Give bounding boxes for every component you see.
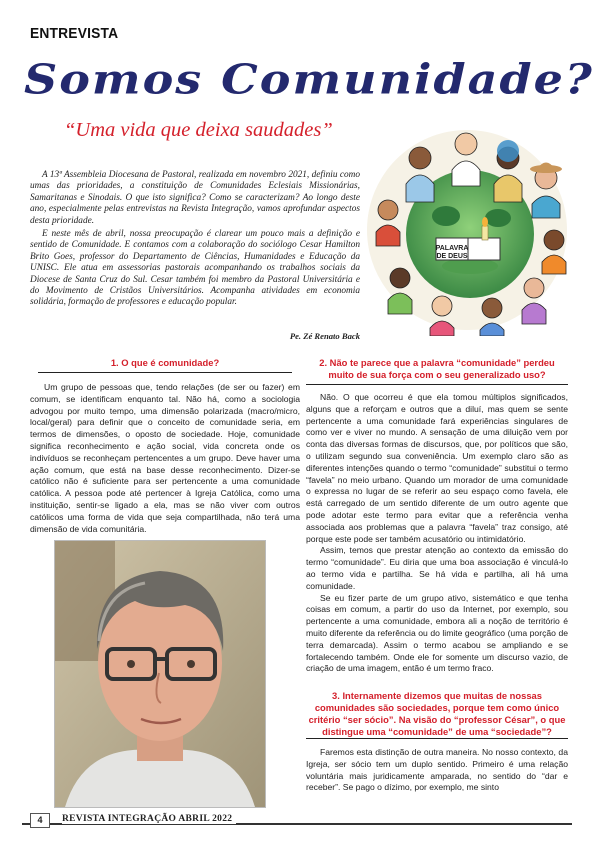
interviewee-photo [54,540,266,808]
byline: Pe. Zé Renato Back [289,331,360,341]
page-number: 4 [30,813,50,828]
intro-text [30,170,360,309]
answer-paragraph: Se eu fizer parte de um grupo ativo, sistemático e que tenha coisas em comum, a partir do uso da Internet, por exemplo, sou pertencente a uma comunidade, embora ali a noção de território é muito diferente da referência ou do limite geográfico (uma porção de terra demarcada). Assim o termo acabou se ampliando e se fortalecendo também. Onde ele for somente um discurso vazio, de criação de uma imagem, então é um termo fraco. [306,592,568,674]
question-1-heading: 1. O que é comunidade? [110,357,220,368]
answer-2 [306,392,568,675]
community-illustration [358,118,576,336]
page-title: Somos Comunidade? [24,54,594,104]
section-label: ENTREVISTA [30,25,119,42]
page-subtitle: “Uma vida que deixa saudades” [64,119,333,141]
answer-3 [306,747,568,794]
community-illustration-drawing [358,118,576,336]
publication-name: REVISTA INTEGRAÇÃO ABRIL 2022 [62,814,236,824]
intro-paragraph: A 13ª Assembleia Diocesana de Pastoral, realizada em novembro 2021, definiu como umas das prioridades, a constituição de Comunidades Eclesiais Missionárias, Samaritanas e Sinodais. O que isto significa? Como se caracterizam? Ao longo deste ano, especialmente pelas entrevistas na Revista Integração, vamos aprofundar aspectos desta prioridade. [30,170,360,226]
answer-paragraph: Faremos esta distinção de outra maneira. No nosso contexto, da Igreja, ser sócio tem um duplo sentido. Primeiro é uma relação voluntária mais juridicamente amparada, no sentido do “dar e receber”. Se pago o dízimo, por exemplo, me sinto [306,747,568,793]
divider [38,372,292,373]
answer-paragraph: Um grupo de pessoas que, tendo relações (de ser ou fazer) em comum, se identificam enquanto tal. Não há, como a sociologia advogou por muito tempo, uma dimensão polarizada (macro/micro, local/geral) para definir que o conceito de comunidade seria, em termos de dimensões, o oposto de sociedade. Hoje, comunidade significa reconhecimento e ação social, vida concreta onde os indivíduos se reconheçam pertencentes a um grupo. Deve haver uma ação comum, que está na base desse reconhecimento. Dizer-se católico não é suficiente para ser pertencente a uma comunidade católica. A pessoa pode até pertencer à Igreja Católica, como uma instituição, sentir-se ligado a ela, mas se não viver com outros católicos uma forma de vida que seja compartilhada, não terá uma dimensão de vida comunitária. [30,382,300,534]
answer-paragraph: Não. O que ocorreu é que ela tomou múltiplos significados, alguns que a reforçam e outros que a diluí, mas quem se sente pertencente a uma comunidade fará experiências singulares de como ver e viver no mundo. A sensação de uma diluição vem por conta das diversas formas de discursos, que, por políticos que são, o utilizam segundo sua conveniência. Um exemplo claro são as diferentes intenções quando o termo “comunidade” substitui o termo “favela” no meio urbano. Quando um morador de uma comunidade o expressa no lugar de se referir ao seu espaço como favela, ele está carregado de um sentido diferente de um outro agente que pode adotar este termo para evitar que a referência venha associada aos problemas que a palavra “favela” traz consigo, até porque este pode ser também acusatório ou intimidatório. [306,392,568,544]
question-3-heading: 3. Internamente dizemos que muitas de nossas comunidades são sociedades, porque tem como único critério “ser sócio”. Na visão do “professor César”, o que distingue uma “comunidade” de uma “sociedade”? [308,690,566,737]
answer-paragraph: Assim, temos que prestar atenção ao contexto da emissão do termo “comunidade”. Eu diria que uma boa associação é vinculá-lo ao termo vida e partilha. Se há vida e partilha, ali há uma comunidade. [306,545,568,591]
book-text-2: DE DEUS [436,253,468,260]
intro-paragraph: E neste mês de abril, nossa preocupação é clarear um pouco mais a definição e sentido de Comunidade. E contamos com a colaboração do sociólogo Cesar Hamilton Brito Goes, professor do Departamento de Ciências, Humanidades e Educação da UNISC. Ele atua em assessorias pastorais acompanhando os trabalhos sociais da Diocese de Santa Cruz do Sul. Cesar também foi membro da Pastoral Universitária e do Movimento de Cristãos Universitários. Acompanha atividades em economia solidária, formação de professores e educação popular. [30,229,360,308]
portrait-drawing [55,541,265,807]
book-text-1: PALAVRA [435,245,469,252]
divider [306,384,568,385]
question-2-heading: 2. Não te parece que a palavra “comunidade” perdeu muito de sua força com o seu generalizado uso? [319,357,555,380]
answer-1 [30,382,300,535]
divider [306,738,568,739]
